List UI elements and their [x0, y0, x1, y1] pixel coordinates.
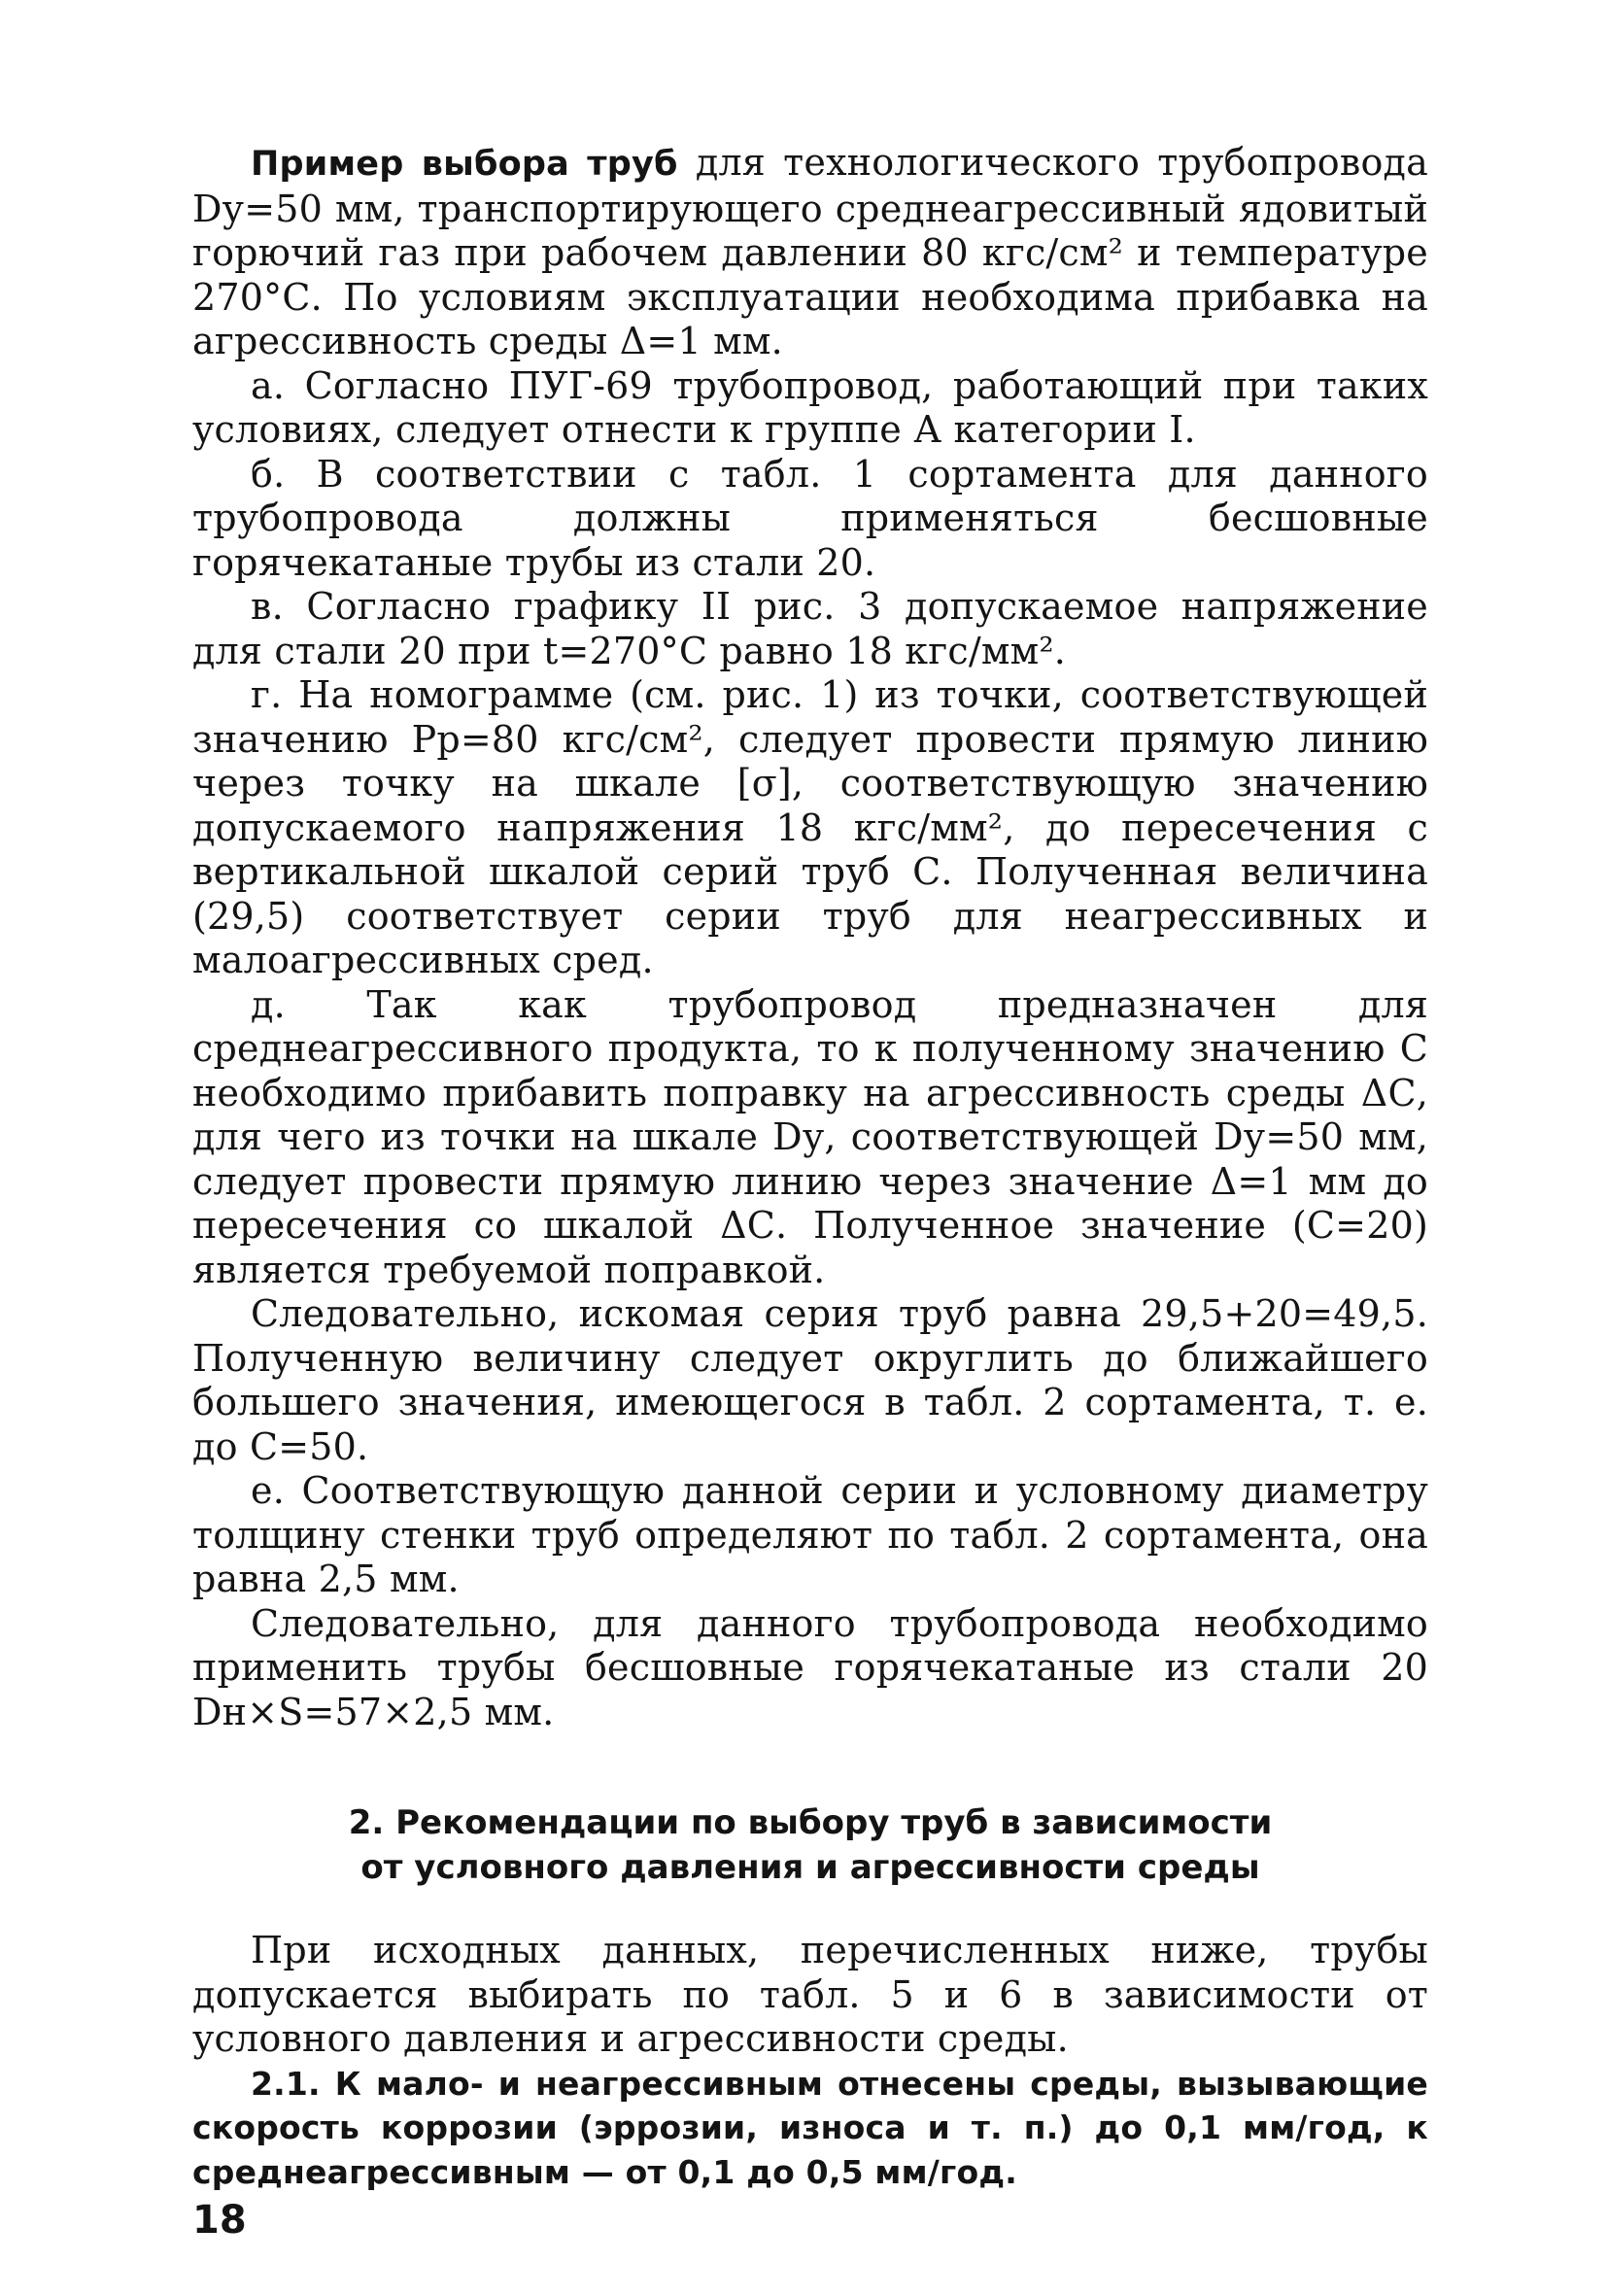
section-item-2-1: 2.1. К мало- и неагрессивным отнесены среды, вызывающие скорость коррозии (эррозии, износа и т. п.) до 0,1 мм/год, к среднеагрессивным — от 0,1 до 0,5 мм/год. [192, 2064, 1428, 2191]
conclusion-paragraph: Следовательно, для данного трубопровода необходимо применить трубы бесшовные горячекатаные из стали 20 Dн×S=57×2,5 мм. [192, 1601, 1428, 1733]
page-body [192, 141, 1428, 2194]
step-g: г. На номограмме (см. рис. 1) из точки, соответствующей значению Рр=80 кгс/см², следует провести прямую линию через точку на шкале [σ], соответствующую значению допускаемого напряжения 18 кгс/мм², до пересечения с вертикальной шкалой серий труб С. Полученная величина (29,5) соответствует серии труб для неагрессивных и малоагрессивных сред. [192, 673, 1428, 981]
page-number: 18 [192, 2198, 247, 2243]
step-e: е. Соответствующую данной серии и условному диаметру толщину стенки труб определяют по табл. 2 сортамента, она равна 2,5 мм. [192, 1469, 1428, 1600]
example-lead: Пример выбора труб [251, 145, 678, 184]
example-intro-paragraph [192, 141, 1428, 364]
example-intro-text: для технологического трубопровода Dу=50 мм, транспортирующего среднеагрессивный ядовитый горючий газ при рабочем давлении 80 кгс/см² и температуре 270°С. По условиям эксплуатации необходима прибавка на агрессивность среды Δ=1 мм. [192, 141, 1429, 362]
step-b: б. В соответствии с табл. 1 сортамента для данного трубопровода должны применяться бесшовные горячекатаные трубы из стали 20. [192, 452, 1428, 584]
step-result: Следовательно, искомая серия труб равна 29,5+20=49,5. Полученную величину следует округлить до ближайшего большего значения, имеющегося в табл. 2 сортамента, т. е. до С=50. [192, 1292, 1428, 1468]
step-d: д. Так как трубопровод предназначен для среднеагрессивного продукта, то к полученному значению С необходимо прибавить поправку на агрессивность среды ΔС, для чего из точки на шкале Dу, соответствующей Dу=50 мм, следует провести прямую линию через значение Δ=1 мм до пересечения со шкалой ΔС. Полученное значение (С=20) является требуемой поправкой. [192, 982, 1428, 1291]
section-heading-line1: 2. Рекомендации по выбору труб в зависимости [348, 1803, 1273, 1842]
section-intro-paragraph: При исходных данных, перечисленных ниже, трубы допускается выбирать по табл. 5 и 6 в зависимости от условного давления и агрессивности среды. [192, 1929, 1428, 2060]
section-heading [192, 1800, 1428, 1890]
step-v: в. Согласно графику II рис. 3 допускаемое напряжение для стали 20 при t=270°С равно 18 кгс/мм². [192, 585, 1428, 672]
section-heading-line2: от условного давления и агрессивности среды [360, 1848, 1260, 1887]
step-a: а. Согласно ПУГ-69 трубопровод, работающий при таких условиях, следует отнести к группе А категории I. [192, 363, 1428, 451]
